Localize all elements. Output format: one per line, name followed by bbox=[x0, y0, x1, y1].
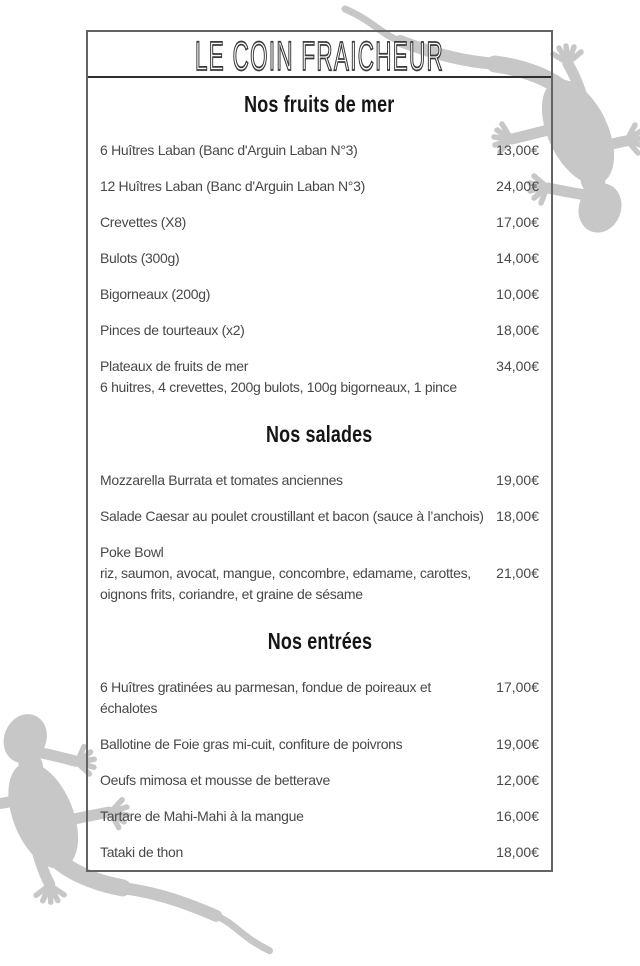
menu-item bbox=[100, 140, 539, 161]
restaurant-title bbox=[88, 32, 551, 78]
menu-item bbox=[100, 842, 539, 863]
section-heading bbox=[100, 627, 539, 659]
item-name: 12 Huîtres Laban (Banc d'Arguin Laban N°3) bbox=[100, 178, 365, 194]
item-name: Bulots (300g) bbox=[100, 250, 180, 266]
menu-item bbox=[100, 356, 539, 398]
section-heading-label: Nos entrées bbox=[267, 628, 372, 654]
item-name: Salade Caesar au poulet croustillant et bacon (sauce à l’anchois) bbox=[100, 508, 484, 524]
item-price: 10,00€ bbox=[496, 286, 539, 302]
menu-item bbox=[100, 284, 539, 305]
item-price: 19,00€ bbox=[496, 736, 539, 752]
menu-item bbox=[100, 506, 539, 527]
item-name: Ballotine de Foie gras mi-cuit, confiture de poivrons bbox=[100, 736, 403, 752]
menu-item bbox=[100, 806, 539, 827]
menu-item bbox=[100, 677, 539, 719]
menu-item bbox=[100, 542, 539, 605]
item-name: 6 Huîtres Laban (Banc d'Arguin Laban N°3) bbox=[100, 142, 358, 158]
item-name: Pinces de tourteaux (x2) bbox=[100, 322, 245, 338]
item-name: Plateaux de fruits de mer bbox=[100, 358, 249, 374]
item-name-with-description bbox=[100, 542, 496, 605]
page-title: LE COIN FRAICHEUR bbox=[194, 34, 445, 78]
item-price: 17,00€ bbox=[496, 214, 539, 230]
title-bar bbox=[88, 32, 551, 78]
item-price: 17,00€ bbox=[496, 679, 539, 695]
item-description: riz, saumon, avocat, mangue, concombre, edamame, carottes, oignons frits, coriandre, et graine de sésame bbox=[100, 565, 471, 602]
menu-item bbox=[100, 248, 539, 269]
menu-item bbox=[100, 176, 539, 197]
item-name: Tataki de thon bbox=[100, 844, 183, 860]
item-name: Oeufs mimosa et mousse de betterave bbox=[100, 772, 330, 788]
item-price: 24,00€ bbox=[496, 178, 539, 194]
item-name: 6 Huîtres gratinées au parmesan, fondue de poireaux et échalotes bbox=[100, 679, 431, 716]
menu-item bbox=[100, 770, 539, 791]
item-name: Mozzarella Burrata et tomates anciennes bbox=[100, 472, 343, 488]
menu-item bbox=[100, 320, 539, 341]
item-price: 12,00€ bbox=[496, 772, 539, 788]
menu-content bbox=[88, 90, 551, 863]
section-heading-label: Nos salades bbox=[266, 421, 373, 447]
item-price: 18,00€ bbox=[496, 322, 539, 338]
item-price: 18,00€ bbox=[496, 508, 539, 524]
item-price: 14,00€ bbox=[496, 250, 539, 266]
section-fruits-de-mer bbox=[100, 90, 539, 398]
section-heading-label: Nos fruits de mer bbox=[244, 91, 395, 117]
item-price: 21,00€ bbox=[496, 565, 539, 581]
item-price: 34,00€ bbox=[496, 358, 539, 374]
item-name: Poke Bowl bbox=[100, 544, 164, 560]
menu-frame bbox=[86, 30, 553, 872]
item-price: 13,00€ bbox=[496, 142, 539, 158]
menu-item bbox=[100, 212, 539, 233]
item-name: Tartare de Mahi-Mahi à la mangue bbox=[100, 808, 304, 824]
item-name-with-description bbox=[100, 356, 496, 398]
section-salades bbox=[100, 420, 539, 605]
section-heading bbox=[100, 90, 539, 122]
item-description: 6 huitres, 4 crevettes, 200g bulots, 100g bigorneaux, 1 pince bbox=[100, 379, 457, 395]
section-heading bbox=[100, 420, 539, 452]
menu-item bbox=[100, 734, 539, 755]
item-price: 18,00€ bbox=[496, 844, 539, 860]
item-price: 16,00€ bbox=[496, 808, 539, 824]
menu-item bbox=[100, 470, 539, 491]
item-price: 19,00€ bbox=[496, 472, 539, 488]
section-entrees bbox=[100, 627, 539, 863]
item-name: Bigorneaux (200g) bbox=[100, 286, 211, 302]
item-name: Crevettes (X8) bbox=[100, 214, 187, 230]
